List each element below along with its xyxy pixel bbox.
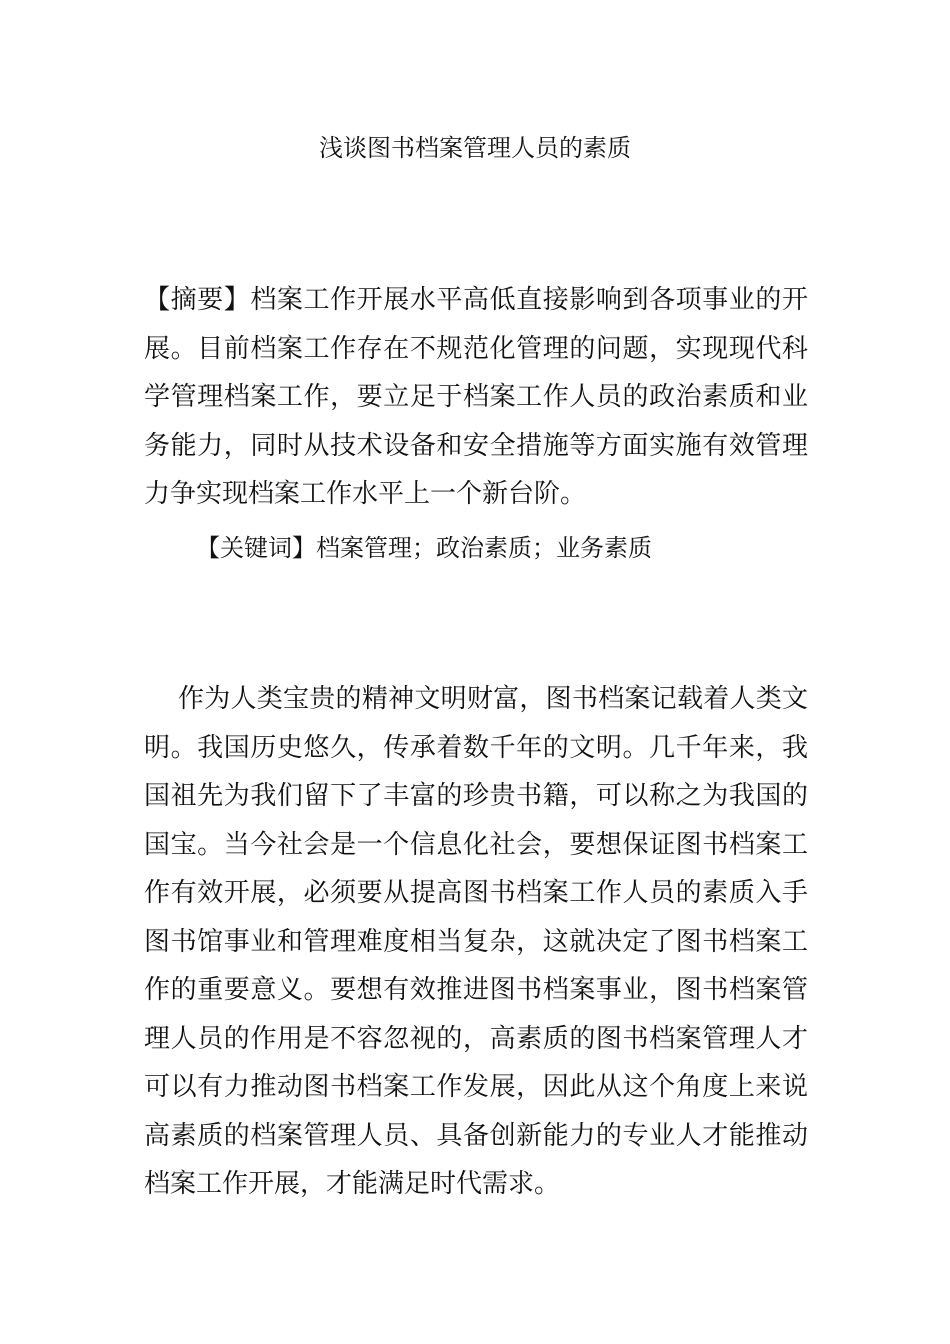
keywords-label: 【关键词】 xyxy=(196,534,316,562)
abstract-label: 【摘要】 xyxy=(144,285,251,315)
keywords-text: 档案管理；政治素质；业务素质 xyxy=(316,534,652,562)
abstract-paragraph xyxy=(144,276,808,519)
abstract-text: 档案工作开展水平高低直接影响到各项事业的开展。目前档案工作存在不规范化管理的问题，实现现代科学管理档案工作，要立足于档案工作人员的政治素质和业务能力，同时从技术设备和安全措施等方面实施有效管理力争实现档案工作水平上一个新台阶。 xyxy=(144,285,808,509)
document-title: 浅谈图书档案管理人员的素质 xyxy=(319,134,631,162)
body-paragraph: 作为人类宝贵的精神文明财富，图书档案记载着人类文明。我国历史悠久，传承着数千年的文明。几千年来，我国祖先为我们留下了丰富的珍贵书籍，可以称之为我国的国宝。当今社会是一个信息化社会，要想保证图书档案工作有效开展，必须要从提高图书档案工作人员的素质入手图书馆事业和管理难度相当复杂，这就决定了图书档案工作的重要意义。要想有效推进图书档案事业，图书档案管理人员的作用是不容忽视的，高素质的图书档案管理人才可以有力推动图书档案工作发展，因此从这个角度上来说高素质的档案管理人员、具备创新能力的专业人才能推动档案工作开展，才能满足时代需求。 xyxy=(144,684,808,1199)
keywords-line xyxy=(196,524,816,572)
